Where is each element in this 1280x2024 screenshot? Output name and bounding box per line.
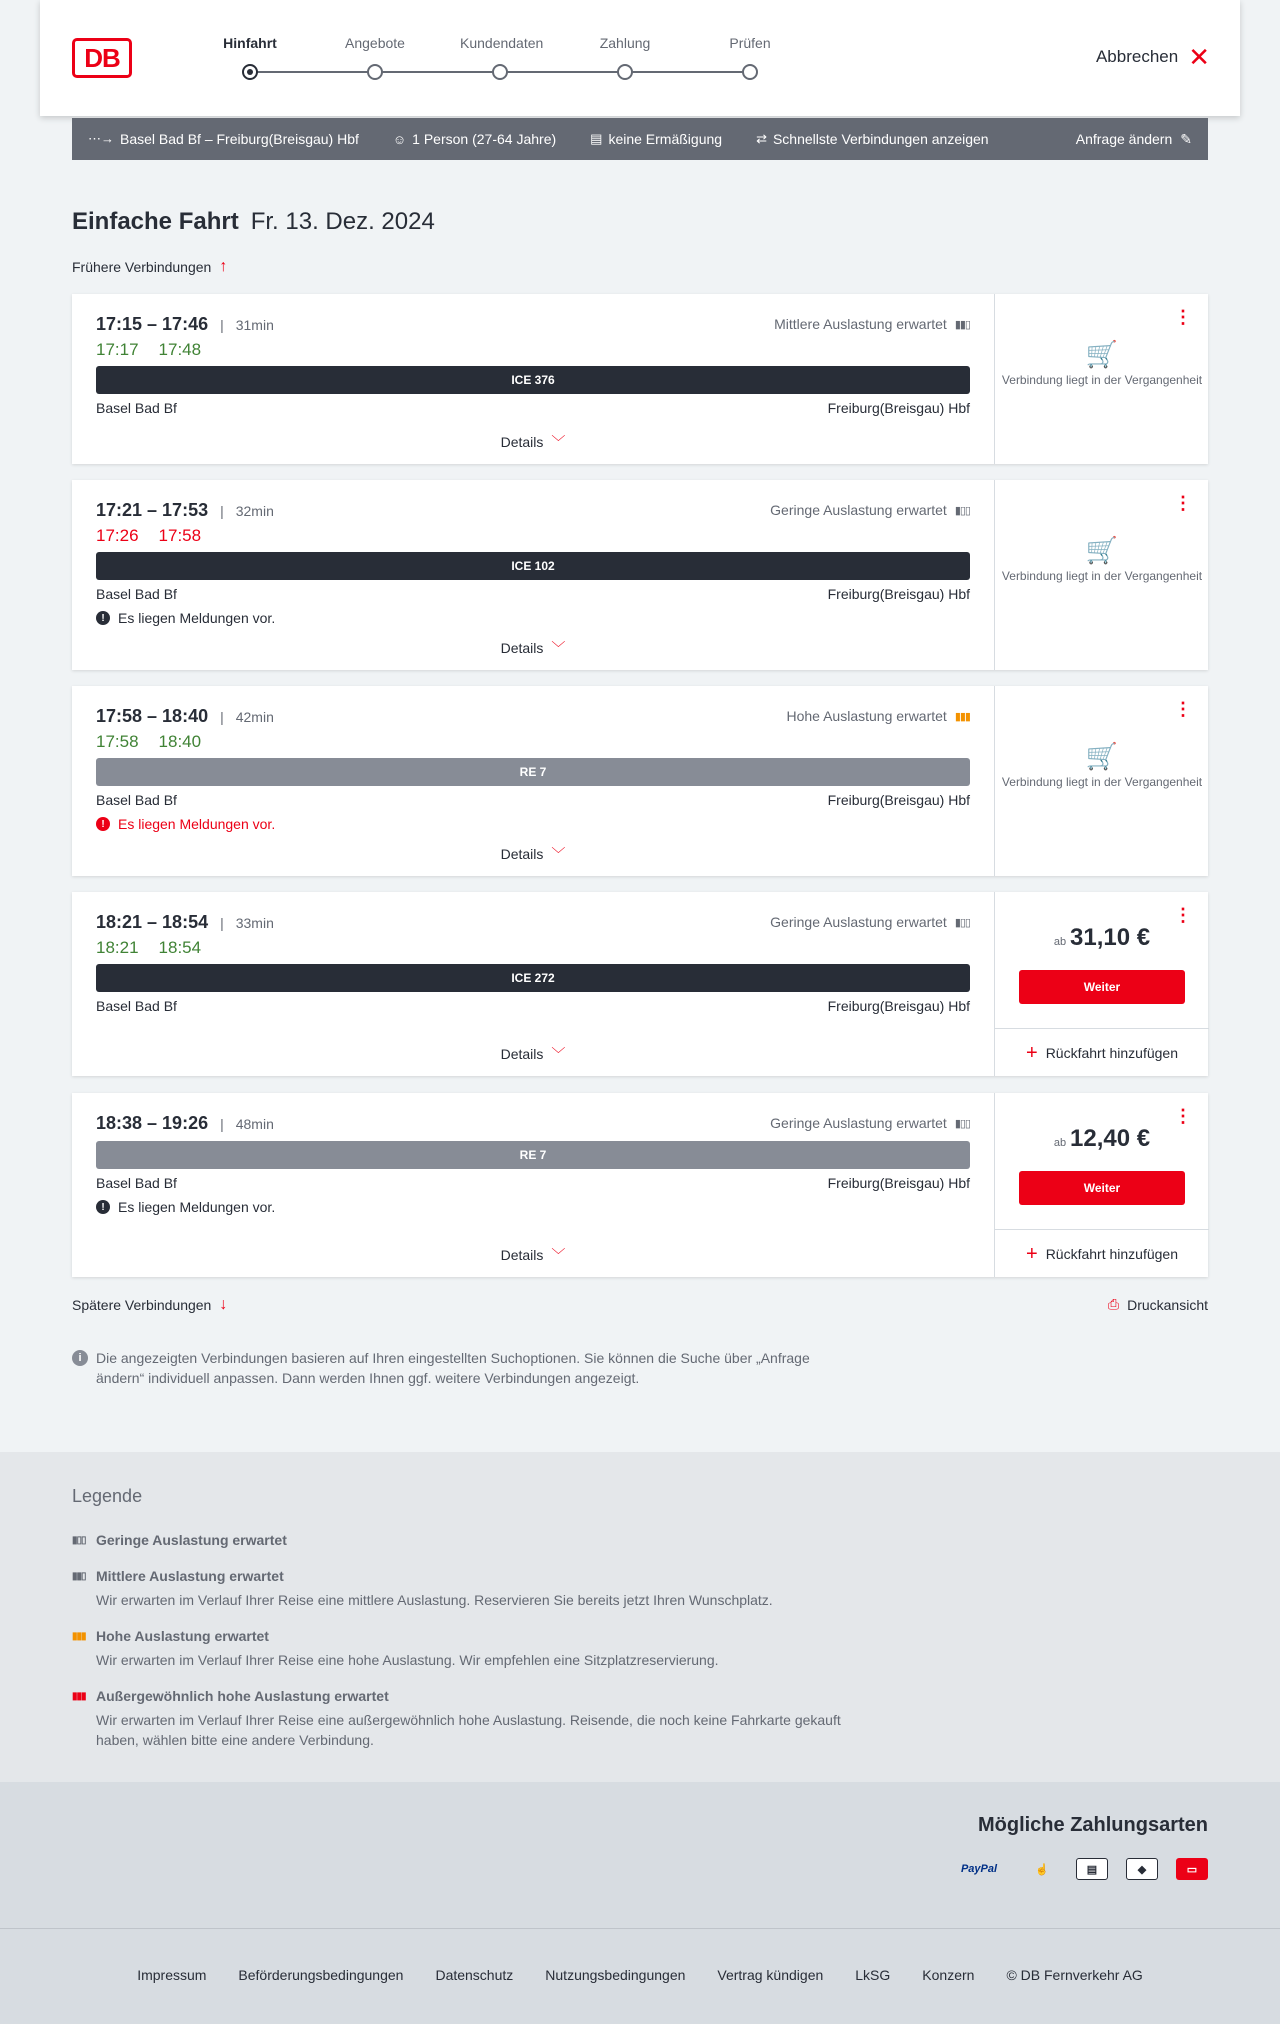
edit-query-button[interactable] bbox=[1076, 131, 1192, 148]
realtime-departure: 17:17 bbox=[96, 340, 139, 359]
train-bar[interactable]: ICE 272 bbox=[96, 964, 970, 992]
duration: 31min bbox=[235, 317, 274, 333]
separator: | bbox=[220, 709, 224, 725]
footer-links bbox=[0, 1967, 1280, 1983]
duration: 48min bbox=[235, 1116, 274, 1132]
details-toggle[interactable] bbox=[72, 1245, 994, 1265]
legend-item-title: Außergewöhnlich hohe Auslastung erwartet bbox=[96, 1688, 389, 1704]
realtime-arrival: 17:58 bbox=[158, 526, 202, 545]
train-bar[interactable]: RE 7 bbox=[96, 1141, 970, 1169]
more-options-icon[interactable]: ⋮ bbox=[1174, 699, 1192, 719]
occupancy-high-icon: ▮▮▮ bbox=[72, 1630, 86, 1642]
occupancy-info bbox=[770, 502, 970, 518]
footer-copyright: © DB Fernverkehr AG bbox=[1006, 1967, 1143, 1983]
occupancy-info bbox=[774, 316, 970, 332]
price-value: 12,40 € bbox=[1070, 1125, 1151, 1152]
connection-main[interactable] bbox=[72, 1093, 994, 1277]
connection-main[interactable] bbox=[72, 892, 994, 1076]
arrow-down-icon: ↓ bbox=[219, 1296, 228, 1313]
footer-link-befoerderungsbedingungen[interactable]: Beförderungsbedingungen bbox=[238, 1967, 404, 1983]
footer bbox=[0, 1928, 1280, 2024]
occupancy-low-icon: ▮▯▯ bbox=[954, 916, 970, 929]
connection-card bbox=[72, 1093, 1208, 1277]
more-options-icon[interactable]: ⋮ bbox=[1174, 905, 1192, 925]
cart-unavailable-icon: 🛒 bbox=[1085, 339, 1119, 369]
planned-times: 17:58 – 18:40 bbox=[96, 706, 209, 726]
occupancy-extreme-icon: ▮▮▮ bbox=[72, 1690, 86, 1702]
realtime-arrival: 18:40 bbox=[158, 732, 202, 751]
legend-item-desc: Wir erwarten im Verlauf Ihrer Reise eine mittlere Auslastung. Reservieren Sie bereits jetzt Ihren Wunschplatz. bbox=[96, 1592, 773, 1608]
footer-link-datenschutz[interactable]: Datenschutz bbox=[435, 1967, 514, 1983]
duration: 42min bbox=[235, 709, 274, 725]
to-station: Freiburg(Breisgau) Hbf bbox=[827, 1175, 970, 1191]
occupancy-text: Geringe Auslastung erwartet bbox=[770, 502, 947, 518]
alert-icon: ! bbox=[96, 611, 110, 625]
duration: 32min bbox=[235, 503, 274, 519]
from-station: Basel Bad Bf bbox=[96, 998, 177, 1014]
legend-section bbox=[0, 1452, 1280, 1782]
step-label: Prüfen bbox=[729, 35, 771, 51]
footer-link-impressum[interactable]: Impressum bbox=[137, 1967, 207, 1983]
return-label: Rückfahrt hinzufügen bbox=[1045, 1245, 1178, 1262]
train-bar[interactable]: ICE 376 bbox=[96, 366, 970, 394]
legend-item-desc: Wir erwarten im Verlauf Ihrer Reise eine hohe Auslastung. Wir empfehlen eine Sitzplatzreservierung. bbox=[96, 1652, 719, 1668]
chevron-down-icon: ﹀ bbox=[551, 434, 566, 450]
arrow-up-icon: ↑ bbox=[219, 258, 228, 275]
separator: | bbox=[220, 503, 224, 519]
message-notice[interactable] bbox=[96, 816, 275, 832]
past-label: Verbindung liegt in der Vergangenheit bbox=[1001, 569, 1203, 583]
route-text: Basel Bad Bf – Freiburg(Breisgau) Hbf bbox=[120, 131, 359, 147]
passenger-text: 1 Person (27-64 Jahre) bbox=[412, 131, 557, 147]
legend-item-title: Geringe Auslastung erwartet bbox=[96, 1532, 287, 1548]
past-label: Verbindung liegt in der Vergangenheit bbox=[1001, 373, 1203, 387]
footer-link-vertrag-kuendigen[interactable]: Vertrag kündigen bbox=[717, 1967, 824, 1983]
continue-button[interactable]: Weiter bbox=[1019, 1171, 1185, 1205]
legend-item bbox=[72, 1628, 872, 1670]
alert-icon: ! bbox=[96, 817, 110, 831]
step-label: Hinfahrt bbox=[223, 35, 277, 51]
earlier-connections-link[interactable] bbox=[72, 258, 227, 276]
planned-times: 18:21 – 18:54 bbox=[96, 912, 209, 932]
price bbox=[995, 924, 1209, 952]
info-notice bbox=[72, 1348, 852, 1388]
top-header bbox=[40, 0, 1240, 116]
trip-date: Fr. 13. Dez. 2024 bbox=[250, 208, 435, 235]
more-options-icon[interactable]: ⋮ bbox=[1174, 493, 1192, 513]
to-station: Freiburg(Breisgau) Hbf bbox=[827, 586, 970, 602]
alert-icon: ! bbox=[96, 1200, 110, 1214]
route-arrow-icon: ⋯→ bbox=[88, 131, 114, 146]
message-text: Es liegen Meldungen vor. bbox=[118, 610, 276, 626]
connection-card bbox=[72, 480, 1208, 670]
separator: | bbox=[220, 317, 224, 333]
legend-title: Legende bbox=[72, 1486, 143, 1506]
price-value: 31,10 € bbox=[1070, 924, 1151, 951]
connection-card bbox=[72, 686, 1208, 876]
realtime-times bbox=[96, 732, 201, 752]
step-label: Kundendaten bbox=[460, 35, 544, 51]
chevron-down-icon: ﹀ bbox=[551, 1046, 566, 1062]
more-options-icon[interactable]: ⋮ bbox=[1174, 307, 1192, 327]
legend-item bbox=[72, 1532, 872, 1548]
step-dot bbox=[242, 64, 258, 80]
from-station: Basel Bad Bf bbox=[96, 1175, 177, 1191]
details-label: Details bbox=[500, 846, 544, 862]
details-label: Details bbox=[500, 1046, 544, 1062]
train-bar[interactable]: RE 7 bbox=[96, 758, 970, 786]
plus-icon: + bbox=[1026, 1041, 1038, 1064]
occupancy-low-icon: ▮▯▯ bbox=[954, 504, 970, 517]
plus-icon: + bbox=[1026, 1242, 1038, 1265]
connection-card bbox=[72, 892, 1208, 1076]
message-notice[interactable] bbox=[96, 1199, 275, 1215]
payment-methods-title: Mögliche Zahlungsarten bbox=[977, 1814, 1208, 1836]
separator: | bbox=[220, 915, 224, 931]
stations bbox=[96, 792, 970, 808]
planned-times: 17:15 – 17:46 bbox=[96, 314, 209, 334]
train-bar[interactable]: ICE 102 bbox=[96, 552, 970, 580]
creditcard-icon: ☝ bbox=[1035, 1863, 1049, 1876]
details-toggle[interactable] bbox=[72, 844, 994, 864]
message-notice[interactable] bbox=[96, 610, 275, 626]
occupancy-text: Geringe Auslastung erwartet bbox=[770, 1115, 947, 1131]
db-card-icon: ▭ bbox=[1176, 1858, 1208, 1880]
step-dot bbox=[617, 64, 633, 80]
person-icon: ☺ bbox=[392, 131, 407, 147]
details-toggle[interactable] bbox=[72, 638, 994, 658]
info-text: Die angezeigten Verbindungen basieren auf Ihren eingestellten Suchoptionen. Sie können die Suche über „Anfrage ändern“ individuell anpassen. Dann werden Ihnen ggf. weitere Verbindungen angezeigt. bbox=[96, 1350, 810, 1386]
offer-panel bbox=[994, 1093, 1208, 1277]
step-hinfahrt bbox=[210, 30, 290, 80]
stations bbox=[96, 586, 970, 602]
message-text: Es liegen Meldungen vor. bbox=[118, 816, 276, 832]
legend-item bbox=[72, 1688, 872, 1750]
footer-link-lksg[interactable]: LkSG bbox=[855, 1967, 891, 1983]
realtime-times bbox=[96, 340, 201, 360]
occupancy-low-icon: ▮▯▯ bbox=[954, 1117, 970, 1130]
step-dot bbox=[742, 64, 758, 80]
from-station: Basel Bad Bf bbox=[96, 792, 177, 808]
footer-link-nutzungsbedingungen[interactable]: Nutzungsbedingungen bbox=[545, 1967, 686, 1983]
sepa-icon: ▤ bbox=[1076, 1858, 1108, 1880]
occupancy-text: Hohe Auslastung erwartet bbox=[786, 708, 947, 724]
realtime-departure: 17:58 bbox=[96, 732, 139, 751]
discount-text: keine Ermäßigung bbox=[608, 131, 723, 147]
to-station: Freiburg(Breisgau) Hbf bbox=[827, 998, 970, 1014]
paypal-icon: PayPal bbox=[960, 1863, 998, 1875]
connection-main[interactable] bbox=[72, 686, 994, 876]
card-icon: ▤ bbox=[590, 131, 603, 146]
offer-panel bbox=[994, 892, 1208, 1076]
cancel-button[interactable] bbox=[1096, 44, 1210, 70]
legend-item-desc: Wir erwarten im Verlauf Ihrer Reise eine außergewöhnlich hohe Auslastung. Reisende, die noch keine Fahrkarte gekauft haben, wählen bitte eine andere Verbindung. bbox=[96, 1712, 841, 1748]
cart-unavailable-icon: 🛒 bbox=[1085, 741, 1119, 771]
realtime-times bbox=[96, 938, 201, 958]
pencil-icon: ✎ bbox=[1180, 130, 1192, 147]
past-label: Verbindung liegt in der Vergangenheit bbox=[1001, 775, 1203, 789]
step-label: Angebote bbox=[345, 35, 405, 51]
db-logo[interactable]: DB bbox=[72, 38, 132, 78]
realtime-times bbox=[96, 526, 201, 546]
applepay-icon: ◆ bbox=[1126, 1858, 1158, 1880]
occupancy-high-icon: ▮▮▮ bbox=[954, 710, 970, 723]
payment-icons bbox=[950, 1858, 1208, 1880]
chevron-down-icon: ﹀ bbox=[551, 640, 566, 656]
trip-type: Einfache Fahrt bbox=[72, 208, 239, 235]
option-text: Schnellste Verbindungen anzeigen bbox=[772, 131, 989, 147]
separator: | bbox=[220, 1116, 224, 1132]
realtime-departure: 17:26 bbox=[96, 526, 139, 545]
info-icon: i bbox=[72, 1350, 88, 1366]
more-options-icon[interactable]: ⋮ bbox=[1174, 1106, 1192, 1126]
past-connection-notice bbox=[995, 339, 1209, 388]
payment-methods-section bbox=[0, 1782, 1280, 1928]
option-summary bbox=[756, 131, 989, 147]
offer-panel bbox=[994, 686, 1208, 876]
search-summary-bar bbox=[72, 118, 1208, 160]
print-label: Druckansicht bbox=[1127, 1296, 1208, 1313]
to-station: Freiburg(Breisgau) Hbf bbox=[827, 792, 970, 808]
legend-item-title: Mittlere Auslastung erwartet bbox=[96, 1568, 284, 1584]
discount-summary bbox=[590, 131, 722, 147]
stations bbox=[96, 400, 970, 416]
occupancy-low-icon: ▮▯▯ bbox=[72, 1534, 86, 1546]
step-dot bbox=[367, 64, 383, 80]
chevron-down-icon: ﹀ bbox=[551, 846, 566, 862]
planned-times: 18:38 – 19:26 bbox=[96, 1113, 209, 1133]
connection-main[interactable] bbox=[72, 294, 994, 464]
continue-button[interactable]: Weiter bbox=[1019, 970, 1185, 1004]
earlier-label: Frühere Verbindungen bbox=[72, 259, 212, 275]
duration: 33min bbox=[235, 915, 274, 931]
occupancy-info bbox=[770, 914, 970, 930]
past-connection-notice bbox=[995, 535, 1209, 584]
page-title bbox=[72, 208, 435, 236]
occupancy-medium-icon: ▮▮▯ bbox=[72, 1570, 86, 1582]
cancel-label: Abbrechen bbox=[1095, 47, 1179, 66]
step-label: Zahlung bbox=[599, 35, 651, 51]
past-connection-notice bbox=[995, 741, 1209, 790]
add-return-button[interactable] bbox=[995, 1028, 1209, 1076]
step-dot bbox=[492, 64, 508, 80]
realtime-arrival: 17:48 bbox=[158, 340, 202, 359]
legend-item-title: Hohe Auslastung erwartet bbox=[96, 1628, 269, 1644]
edit-query-label: Anfrage ändern bbox=[1075, 131, 1173, 147]
details-label: Details bbox=[500, 640, 544, 656]
step-pruefen bbox=[710, 30, 790, 80]
offer-panel bbox=[994, 294, 1208, 464]
passenger-summary bbox=[393, 131, 556, 147]
step-angebote bbox=[335, 30, 415, 80]
price-prefix: ab bbox=[1053, 936, 1067, 948]
step-zahlung bbox=[585, 30, 665, 80]
realtime-arrival: 18:54 bbox=[158, 938, 202, 957]
footer-link-konzern[interactable]: Konzern bbox=[922, 1967, 975, 1983]
legend-item bbox=[72, 1568, 872, 1610]
later-label: Spätere Verbindungen bbox=[72, 1297, 212, 1313]
print-view-link[interactable] bbox=[1108, 1296, 1208, 1313]
message-text: Es liegen Meldungen vor. bbox=[118, 1199, 276, 1215]
occupancy-info bbox=[770, 1115, 970, 1131]
price bbox=[995, 1125, 1209, 1153]
occupancy-info bbox=[787, 708, 971, 724]
details-label: Details bbox=[500, 434, 544, 450]
return-label: Rückfahrt hinzufügen bbox=[1045, 1044, 1178, 1061]
filter-icon: ⇄ bbox=[756, 131, 767, 146]
details-label: Details bbox=[500, 1247, 544, 1263]
later-connections-link[interactable] bbox=[72, 1296, 227, 1314]
route-summary bbox=[88, 131, 359, 147]
from-station: Basel Bad Bf bbox=[96, 400, 177, 416]
printer-icon: ⎙ bbox=[1107, 1296, 1120, 1312]
occupancy-text: Geringe Auslastung erwartet bbox=[770, 914, 947, 930]
to-station: Freiburg(Breisgau) Hbf bbox=[827, 400, 970, 416]
cart-unavailable-icon: 🛒 bbox=[1085, 535, 1119, 565]
realtime-departure: 18:21 bbox=[96, 938, 139, 957]
occupancy-medium-icon: ▮▮▯ bbox=[954, 318, 970, 331]
close-icon: ✕ bbox=[1188, 42, 1210, 72]
details-toggle[interactable] bbox=[72, 1044, 994, 1064]
connection-main[interactable] bbox=[72, 480, 994, 670]
occupancy-text: Mittlere Auslastung erwartet bbox=[774, 316, 947, 332]
chevron-down-icon: ﹀ bbox=[551, 1247, 566, 1263]
connection-card bbox=[72, 294, 1208, 464]
from-station: Basel Bad Bf bbox=[96, 586, 177, 602]
price-prefix: ab bbox=[1053, 1137, 1067, 1149]
details-toggle[interactable] bbox=[72, 432, 994, 452]
progress-steps bbox=[210, 30, 770, 90]
add-return-button[interactable] bbox=[995, 1229, 1209, 1277]
planned-times: 17:21 – 17:53 bbox=[96, 500, 209, 520]
step-kundendaten bbox=[460, 30, 544, 80]
stations bbox=[96, 998, 970, 1014]
stations bbox=[96, 1175, 970, 1191]
offer-panel bbox=[994, 480, 1208, 670]
